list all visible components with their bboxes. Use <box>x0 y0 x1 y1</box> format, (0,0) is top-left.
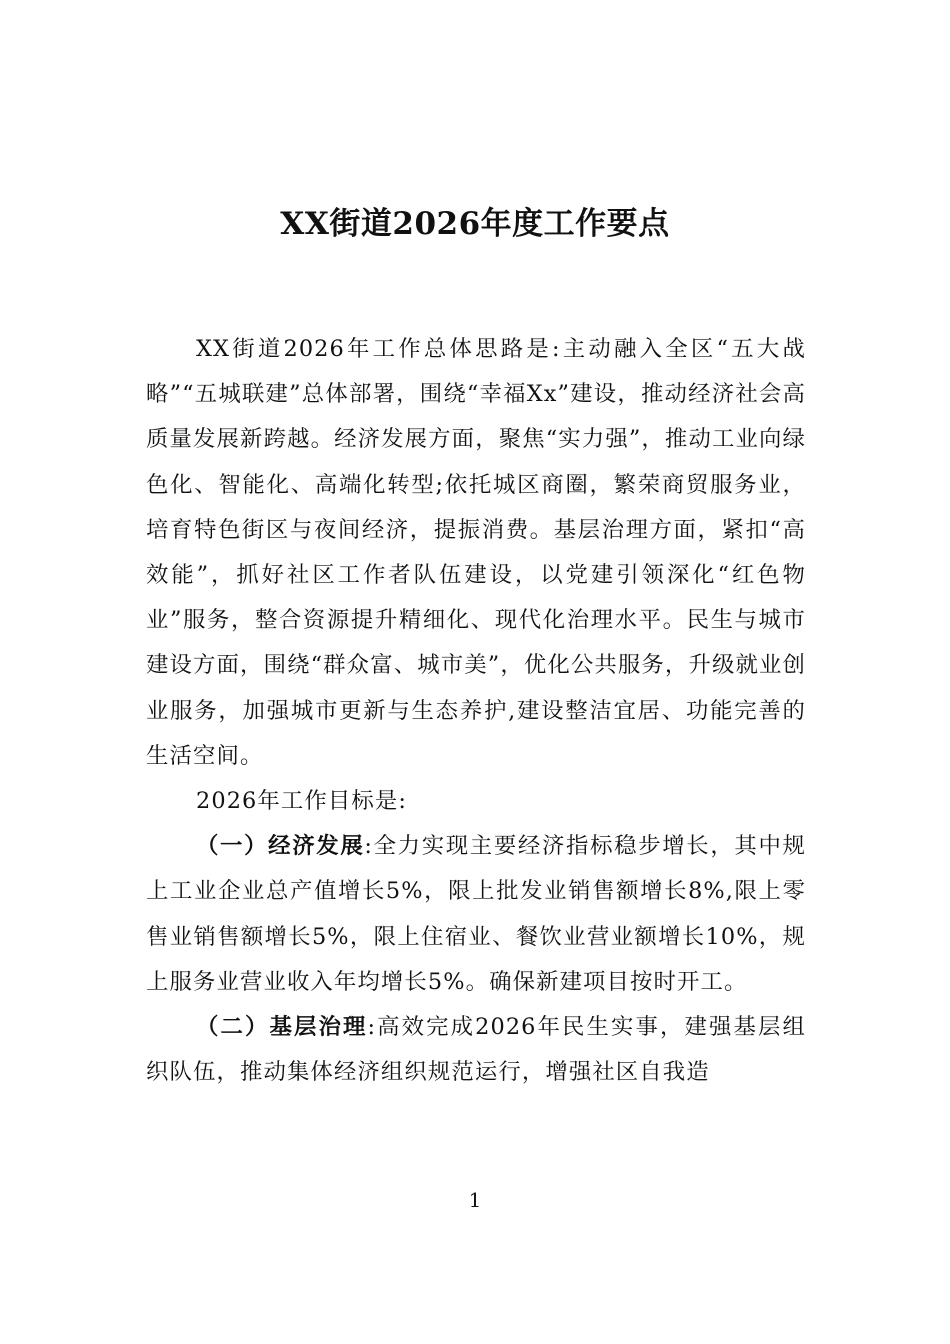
paragraph-economic-development <box>146 824 806 1005</box>
paragraph-lead: （一）经济发展 <box>196 833 365 860</box>
paragraph-text: :全力实现主要经济指标稳步增长，其中规上工业企业总产值增长5%，限上批发业销售额增长8%,限上零售业销售额增长5%，限上住宿业、餐饮业营业额增长10%，规上服务业营业收入年均增长5%。确保新建项目按时开工。 <box>146 833 807 995</box>
paragraph-lead: （二）基层治理 <box>196 1014 368 1041</box>
page-number: 1 <box>468 1188 482 1212</box>
document-body <box>146 327 806 1095</box>
document-title: XX街道2026年度工作要点 <box>280 206 670 242</box>
paragraph-text: :高效完成2026年民生实事，建强基层组织队伍，推动集体经济组织规范运行，增强社区自我造 <box>146 1014 807 1086</box>
paragraph-text: XX街道2026年工作总体思路是:主动融入全区“五大战略”“五城联建”总体部署，围绕“幸福Xx”建设，推动经济社会高质量发展新跨越。经济发展方面，聚焦“实力强”，推动工业向绿色化、智能化、高端化转型;依托城区商圈，繁荣商贸服务业，培育特色街区与夜间经济，提振消费。基层治理方面，紧扣“高效能”，抓好社区工作者队伍建设，以党建引领深化“红色物业”服务，整合资源提升精细化、现代化治理水平。民生与城市建设方面，围绕“群众富、城市美”，优化公共服务，升级就业创业服务，加强城市更新与生态养护,建设整洁宜居、功能完善的生活空间。 <box>146 336 806 769</box>
paragraph-goals-intro <box>146 779 806 824</box>
paragraph-text: 2026年工作目标是: <box>196 788 407 815</box>
paragraph-overall-approach <box>146 327 806 779</box>
paragraph-grassroots-governance <box>146 1005 806 1095</box>
